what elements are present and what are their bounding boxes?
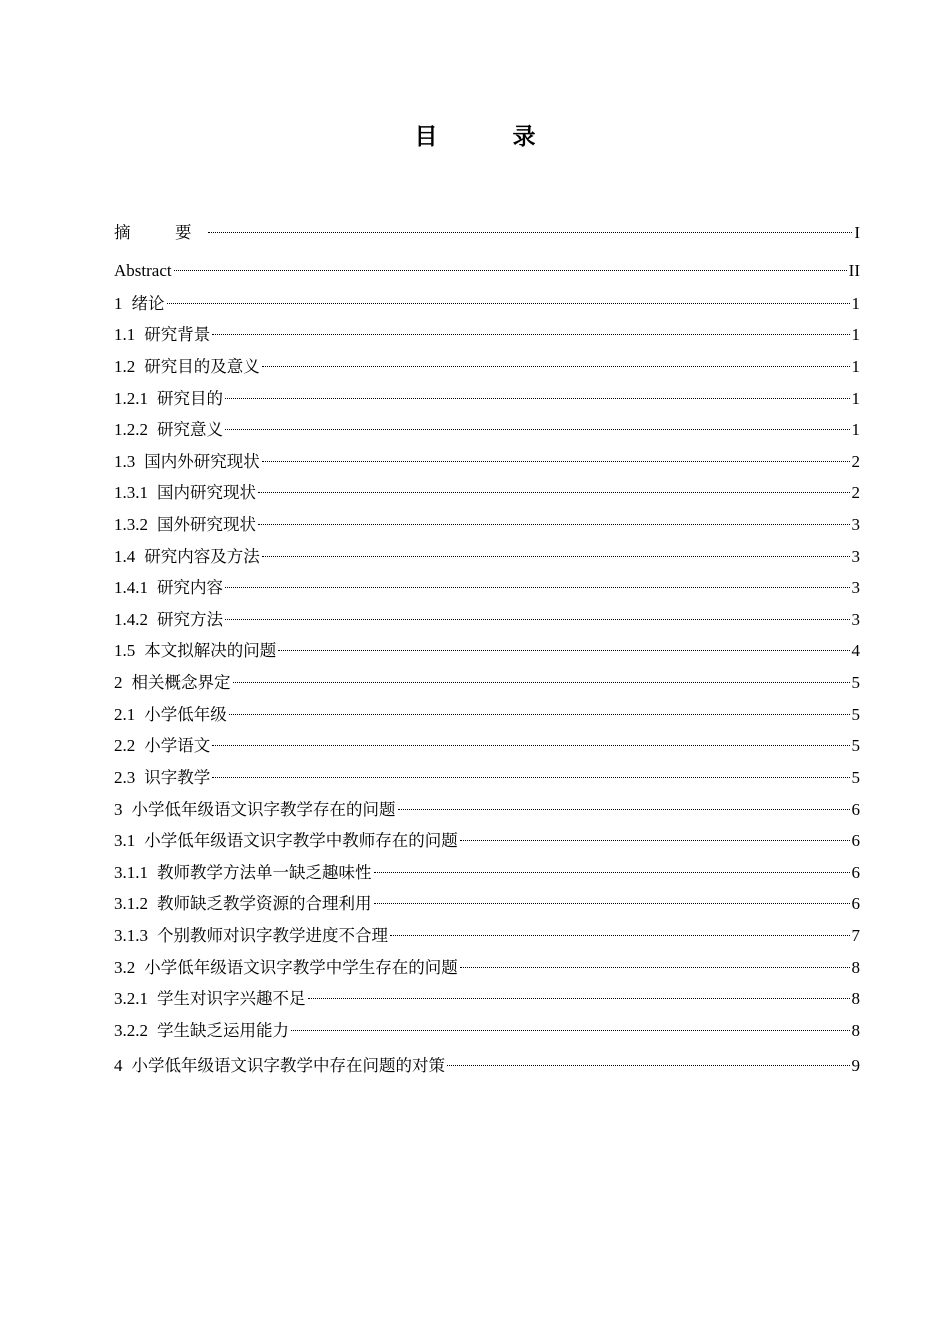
dot-leader [374, 856, 850, 878]
toc-entry-number: 1.1 [114, 325, 136, 344]
dot-leader [258, 476, 850, 498]
dot-leader [374, 887, 850, 909]
dot-leader [262, 540, 850, 562]
toc-entry [114, 824, 860, 852]
toc-entry-number: 2 [114, 673, 123, 692]
toc-entry-title: 国内研究现状 [157, 483, 256, 502]
toc-entry-number: 3.2.1 [114, 989, 148, 1008]
dot-leader [398, 793, 850, 815]
dot-leader [390, 919, 850, 941]
toc-page-number: 9 [851, 1056, 860, 1075]
toc-page-number: 2 [851, 483, 860, 502]
toc-page-number: 5 [851, 736, 860, 755]
dot-leader [291, 1014, 850, 1036]
toc-entry [114, 698, 860, 726]
toc-entry-title: 小学低年级语文识字教学存在的问题 [131, 800, 396, 819]
toc-entry-title: Abstract [114, 261, 172, 280]
toc-entry-number: 3.2.2 [114, 1021, 148, 1040]
toc-entry [114, 1014, 860, 1042]
page-title: 目 录 [414, 124, 562, 150]
toc-entry-title: 相关概念界定 [131, 673, 231, 692]
toc-entry [114, 382, 860, 410]
dot-leader [278, 634, 849, 656]
toc-entry-number: 2.1 [114, 705, 136, 724]
toc-entry-title: 研究意义 [157, 420, 223, 439]
toc-entry [114, 634, 860, 662]
toc-entry [114, 216, 860, 244]
dot-leader [262, 445, 850, 467]
toc-entry [114, 476, 860, 504]
toc-page-number: 8 [851, 958, 860, 977]
toc-page-number: 1 [851, 325, 860, 344]
toc-entry-number: 1.3.2 [114, 515, 148, 534]
toc-page-number: 8 [851, 989, 860, 1008]
dot-leader [212, 729, 849, 751]
dot-leader [460, 824, 850, 846]
toc-page-number: 2 [851, 452, 860, 471]
toc-entry [114, 571, 860, 599]
toc-entry-title: 研究目的 [157, 389, 223, 408]
toc-entry-number: 3.2 [114, 958, 136, 977]
toc-entry [114, 287, 860, 315]
toc-entry-title: 本文拟解决的问题 [144, 641, 277, 660]
dot-leader [229, 698, 850, 720]
toc-entry [114, 887, 860, 915]
toc-entry [114, 318, 860, 346]
toc-page-number: 7 [851, 926, 860, 945]
toc-entry [114, 508, 860, 536]
toc-page-number: 6 [851, 894, 860, 913]
toc-entry-number: 4 [114, 1056, 123, 1075]
toc-entry [114, 350, 860, 378]
toc-entry-number: 3 [114, 800, 123, 819]
toc-entry-number: 3.1.2 [114, 894, 148, 913]
dot-leader [225, 603, 850, 625]
toc-entry [114, 982, 860, 1010]
toc-page-number: 1 [851, 389, 860, 408]
dot-leader [447, 1049, 850, 1071]
dot-leader [212, 318, 849, 340]
toc-page-number: II [848, 261, 860, 280]
toc-entry-number: 1.5 [114, 641, 136, 660]
toc-page-number: 5 [851, 768, 860, 787]
toc-entry-title: 教师缺乏教学资源的合理利用 [157, 894, 372, 913]
toc-entry-number: 1 [114, 294, 123, 313]
toc-entry [114, 1049, 860, 1077]
toc-entry-title: 研究方法 [157, 610, 223, 629]
dot-leader [174, 254, 847, 276]
toc-entry-number: 1.4.2 [114, 610, 148, 629]
toc-page-number: 6 [851, 863, 860, 882]
toc-entry-number: 2.3 [114, 768, 136, 787]
toc-entry [114, 666, 860, 694]
toc-page-number: I [854, 223, 860, 242]
toc-entry [114, 254, 860, 282]
toc-entry-title: 摘 要 [114, 223, 206, 242]
toc-page-number: 8 [851, 1021, 860, 1040]
toc-page-number: 1 [851, 420, 860, 439]
toc-entry-title: 个别教师对识字教学进度不合理 [157, 926, 388, 945]
toc-entry-title: 研究内容 [157, 578, 223, 597]
toc-entry-title: 学生对识字兴趣不足 [157, 989, 306, 1008]
toc-entry-title: 教师教学方法单一缺乏趣味性 [157, 863, 372, 882]
toc-page-number: 6 [851, 800, 860, 819]
toc-entry [114, 445, 860, 473]
toc-entry-title: 研究目的及意义 [144, 357, 260, 376]
toc-entry [114, 919, 860, 947]
toc-entry-number: 3.1.3 [114, 926, 148, 945]
toc-entry [114, 951, 860, 979]
dot-leader [208, 216, 853, 238]
dot-leader [308, 982, 850, 1004]
toc-entry-title: 小学低年级语文识字教学中存在问题的对策 [131, 1056, 445, 1075]
dot-leader [167, 287, 850, 309]
toc-entry-title: 研究背景 [144, 325, 211, 344]
toc-entry-number: 1.3 [114, 452, 136, 471]
toc-entry-title: 识字教学 [144, 768, 211, 787]
toc-entry-title: 国外研究现状 [157, 515, 256, 534]
toc-page-number: 1 [851, 357, 860, 376]
toc-entry-title: 研究内容及方法 [144, 547, 260, 566]
toc-page-number: 5 [851, 673, 860, 692]
toc-page-number: 3 [851, 515, 860, 534]
dot-leader [233, 666, 850, 688]
toc-entry [114, 856, 860, 884]
toc-entry [114, 761, 860, 789]
toc-entry-number: 1.2 [114, 357, 136, 376]
toc-page-number: 3 [851, 547, 860, 566]
toc-entry-number: 1.2.2 [114, 420, 148, 439]
toc-entry-title: 小学低年级语文识字教学中教师存在的问题 [144, 831, 458, 850]
toc-entry-number: 1.3.1 [114, 483, 148, 502]
toc-entry-title: 小学语文 [144, 736, 211, 755]
toc-entry [114, 413, 860, 441]
dot-leader [262, 350, 850, 372]
dot-leader [225, 413, 850, 435]
dot-leader [460, 951, 850, 973]
toc-entry [114, 793, 860, 821]
toc-entry [114, 729, 860, 757]
toc-entry [114, 540, 860, 568]
toc-entry-number: 3.1.1 [114, 863, 148, 882]
toc-entry-title: 学生缺乏运用能力 [157, 1021, 289, 1040]
toc-entry-title: 国内外研究现状 [144, 452, 260, 471]
toc-page-number: 4 [851, 641, 860, 660]
toc-entry-title: 小学低年级 [144, 705, 227, 724]
toc-entry-number: 1.4 [114, 547, 136, 566]
dot-leader [225, 382, 850, 404]
toc-entry-number: 1.4.1 [114, 578, 148, 597]
dot-leader [225, 571, 850, 593]
toc-entry-title: 小学低年级语文识字教学中学生存在的问题 [144, 958, 458, 977]
toc-entry [114, 603, 860, 631]
toc-page-number: 3 [851, 578, 860, 597]
toc-page-number: 6 [851, 831, 860, 850]
toc-page-number: 3 [851, 610, 860, 629]
toc-page-number: 5 [851, 705, 860, 724]
toc-entry-number: 3.1 [114, 831, 136, 850]
toc-entry-number: 1.2.1 [114, 389, 148, 408]
dot-leader [212, 761, 849, 783]
toc-entry-number: 2.2 [114, 736, 136, 755]
toc-entry-title: 绪论 [131, 294, 165, 313]
dot-leader [258, 508, 850, 530]
toc-page-number: 1 [851, 294, 860, 313]
